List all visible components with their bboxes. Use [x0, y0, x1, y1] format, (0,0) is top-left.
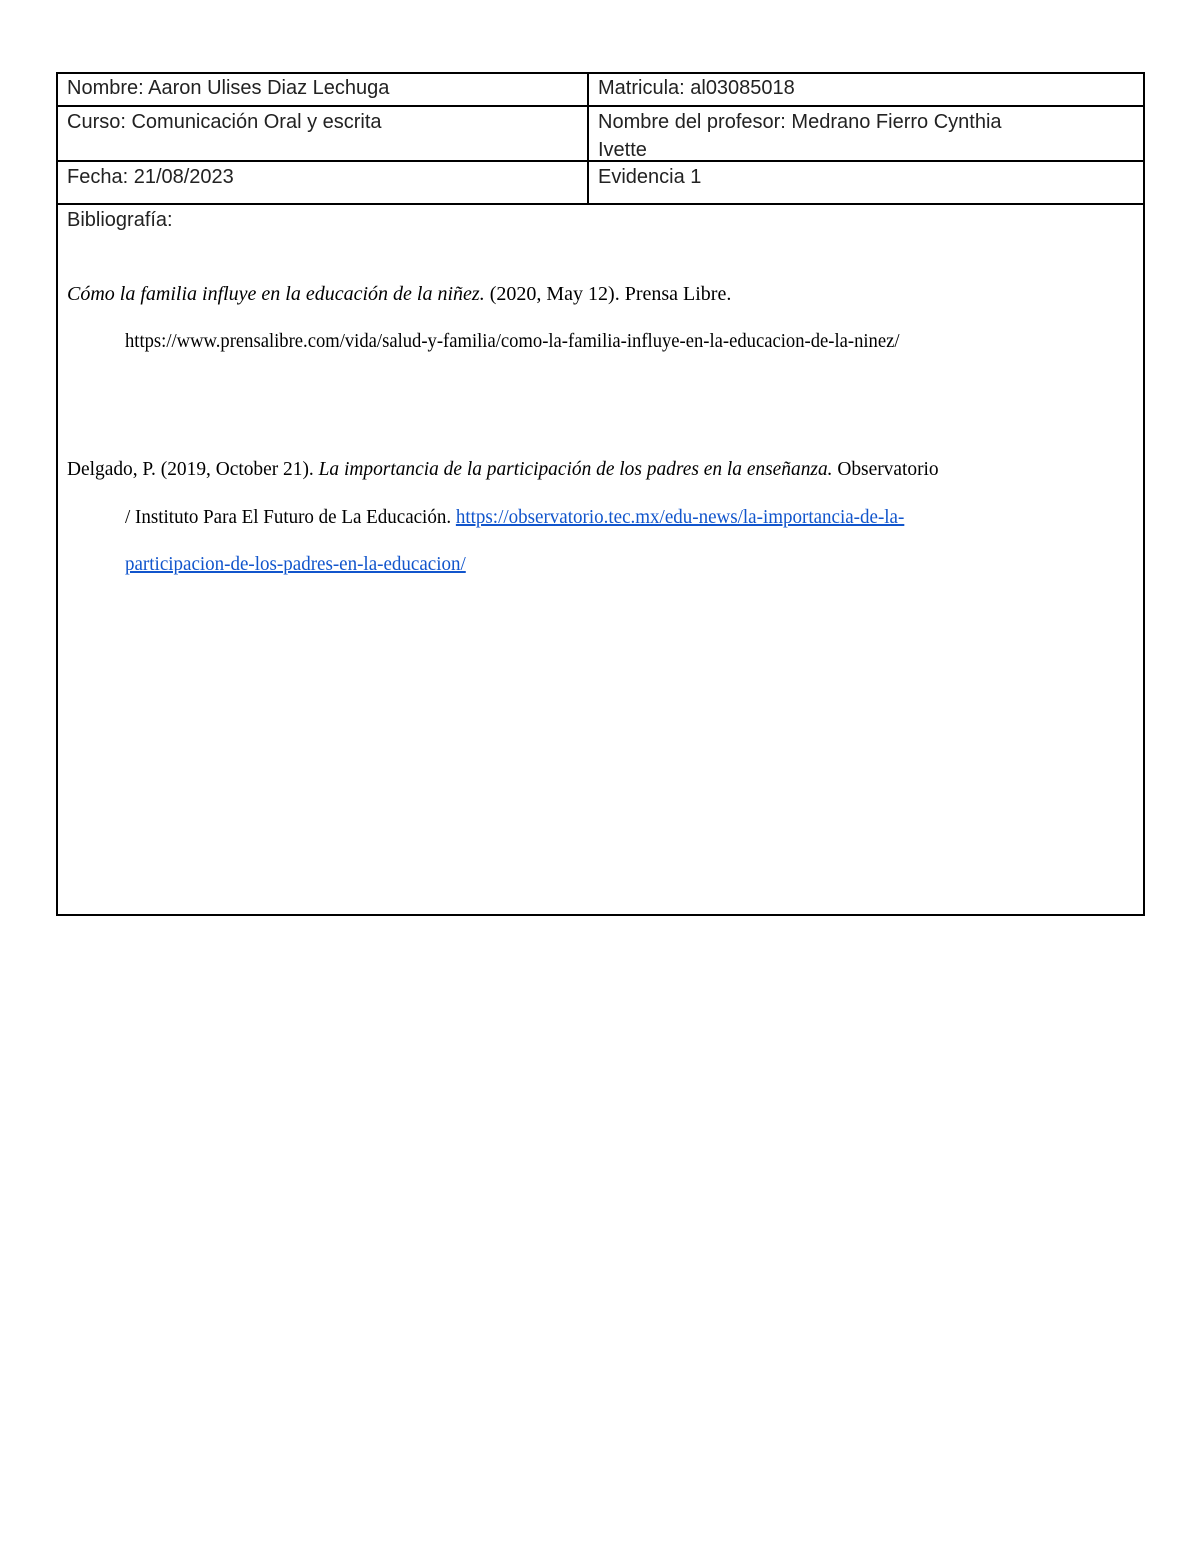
reference-1-title: Cómo la familia influye en la educación de la niñez.	[67, 283, 485, 305]
reference-2-line2	[125, 503, 904, 531]
date: Fecha: 21/08/2023	[67, 166, 234, 188]
bibliography-label: Bibliografía:	[67, 209, 173, 231]
reference-2-line3	[125, 550, 466, 578]
table-divider	[56, 105, 1144, 107]
reference-2-publisher: Observatorio	[832, 458, 939, 480]
reference-2-url-link[interactable]: https://observatorio.tec.mx/edu-news/la-importancia-de-la-	[455, 506, 905, 528]
student-id: Matricula: al03085018	[598, 77, 795, 99]
student-name: Nombre: Aaron Ulises Diaz Lechuga	[67, 77, 390, 99]
reference-2-title: La importancia de la participación de los padres en la enseñanza.	[318, 458, 833, 480]
reference-1-url: https://www.prensalibre.com/vida/salud-y-familia/como-la-familia-influye-en-la-educacion-de-la-ninez/	[125, 330, 900, 352]
reference-2-author: Delgado, P. (2019, October 21).	[67, 458, 319, 480]
reference-2-line1	[67, 455, 939, 483]
professor-line2: Ivette	[598, 139, 647, 161]
course: Curso: Comunicación Oral y escrita	[67, 111, 382, 133]
table-divider	[56, 203, 1144, 205]
reference-2-publisher-cont: / Instituto Para El Futuro de La Educación.	[125, 506, 456, 528]
reference-1-details: (2020, May 12). Prensa Libre.	[484, 283, 732, 305]
professor-line1: Nombre del profesor: Medrano Fierro Cynthia	[598, 111, 1002, 133]
document-table	[56, 72, 1145, 916]
table-column-divider	[587, 72, 589, 205]
reference-1	[67, 280, 731, 308]
assignment-title: Evidencia 1	[598, 166, 702, 188]
reference-2-url-link-cont[interactable]: participacion-de-los-padres-en-la-educacion/	[125, 553, 466, 575]
